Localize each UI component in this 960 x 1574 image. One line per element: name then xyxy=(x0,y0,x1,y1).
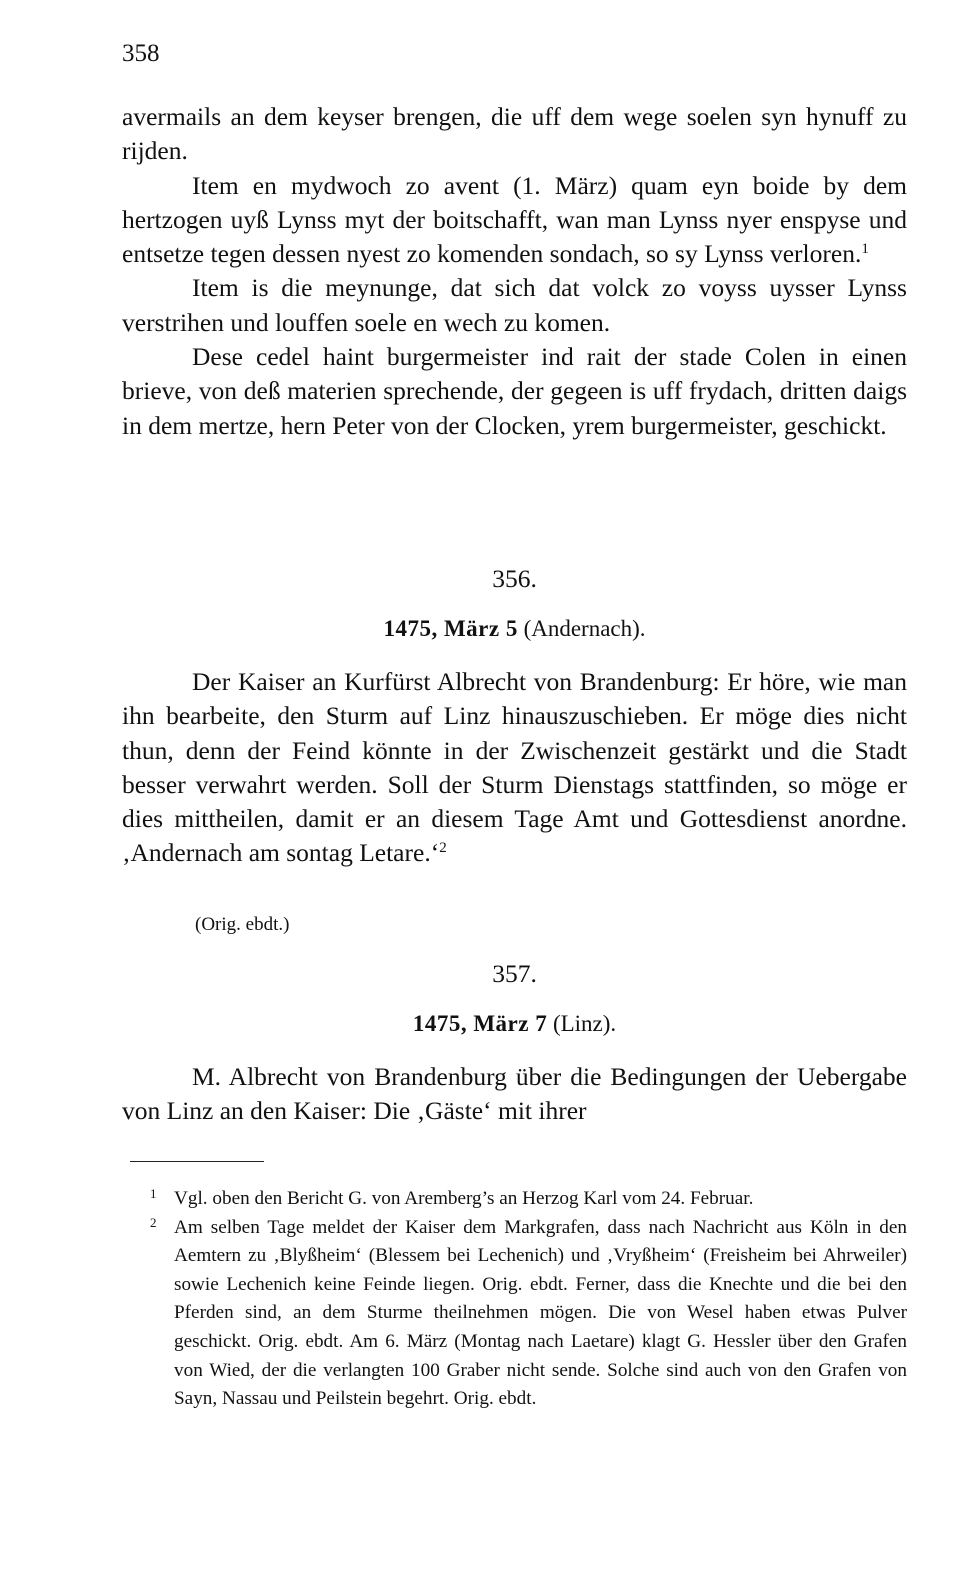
entry-date xyxy=(122,1007,907,1041)
entry-date-place: (Andernach). xyxy=(523,616,646,641)
paragraph: avermails an dem keyser brengen, die uff dem wege soelen syn hynuff zu rijden. xyxy=(122,102,907,166)
footnote-divider xyxy=(130,1161,264,1162)
entry-date-bold: 1475, März 5 xyxy=(383,616,518,641)
paragraph-text: Der Kaiser an Kurfürst Albrecht von Brandenburg: Er höre, wie man ihn bearbeite, den Sturm auf Linz hinauszuschieben. Er möge dies nicht thun, denn der Feind könnte in der Zwischenzeit gestärkt und die Stadt besser verwahrt werden. Soll der Sturm Dienstags stattfinden, so möge er dies mittheilen, damit er an diesem Tage Amt und Gottesdienst anordne. ‚Andernach am sontag Letare.‘ xyxy=(122,667,907,868)
continuation-text xyxy=(122,100,907,443)
entry-date-place: (Linz). xyxy=(552,1011,617,1036)
entry-356-header xyxy=(122,562,907,662)
paragraph: Item is die meynunge, dat sich dat volck zo voyss uysser Lynss verstrihen und louffen soele en wech zu komen. xyxy=(122,273,907,337)
footnote-mark: 2 xyxy=(150,1214,157,1230)
paragraph xyxy=(122,169,907,272)
paragraph xyxy=(122,665,907,871)
entry-number: 356. xyxy=(492,564,537,593)
entry-357-header xyxy=(122,957,907,1057)
paragraph: Dese cedel haint burgermeister ind rait der stade Colen in einen brieve, von deß materien sprechende, der gegeen is uff frydach, dritten daigs in dem mertze, hern Peter von der Clocken, yrem burgermeister, geschickt. xyxy=(122,342,907,440)
footnote xyxy=(150,1214,907,1414)
footnote xyxy=(150,1185,907,1214)
footnote-text: Am selben Tage meldet der Kaiser dem Markgrafen, dass nach Nachricht aus Köln in den Aemtern zu ‚Blyßheim‘ (Blessem bei Lechenich) und ‚Vryßheim‘ (Freisheim bei Ahrweiler) sowie Lechenich keine Feinde liegen. Orig. ebdt. Ferner, dass die Knechte und die bei den Pferden sind, an dem Sturme theilnehmen mögen. Die von Wesel haben etwas Pulver geschickt. Orig. ebdt. Am 6. März (Montag nach Laetare) klagt G. Hessler über den Grafen von Wied, der die verlangten 100 Graber nicht sende. Solche sind auch von den Grafen von Sayn, Nassau und Peilstein begehrt. Orig. ebdt. xyxy=(174,1216,907,1410)
page-number: 358 xyxy=(122,40,160,67)
entry-357-text xyxy=(122,1060,907,1129)
footnote-ref[interactable]: 1 xyxy=(861,241,869,258)
footnote-ref[interactable]: 2 xyxy=(439,840,447,857)
entry-number: 357. xyxy=(492,959,537,988)
footnote-mark: 1 xyxy=(150,1186,157,1201)
source-note: (Orig. ebdt.) xyxy=(195,914,290,935)
paragraph: M. Albrecht von Brandenburg über die Bedingungen der Uebergabe von Linz an den Kaiser: Die ‚Gäste‘ mit ihrer xyxy=(122,1062,907,1126)
entry-date xyxy=(122,612,907,646)
paragraph-text: Item en mydwoch zo avent (1. März) quam eyn boide by dem hertzogen uyß Lynss myt der boitschafft, wan man Lynss nyer enspyse und entsetze tegen dessen nyest zo komenden sondach, so sy Lynss verloren. xyxy=(122,170,907,269)
entry-date-bold: 1475, März 7 xyxy=(412,1011,548,1036)
footnote-text: Vgl. oben den Bericht G. von Aremberg’s an Herzog Karl vom 24. Februar. xyxy=(174,1188,754,1209)
entry-356-text xyxy=(122,665,907,871)
footnotes xyxy=(150,1185,907,1414)
